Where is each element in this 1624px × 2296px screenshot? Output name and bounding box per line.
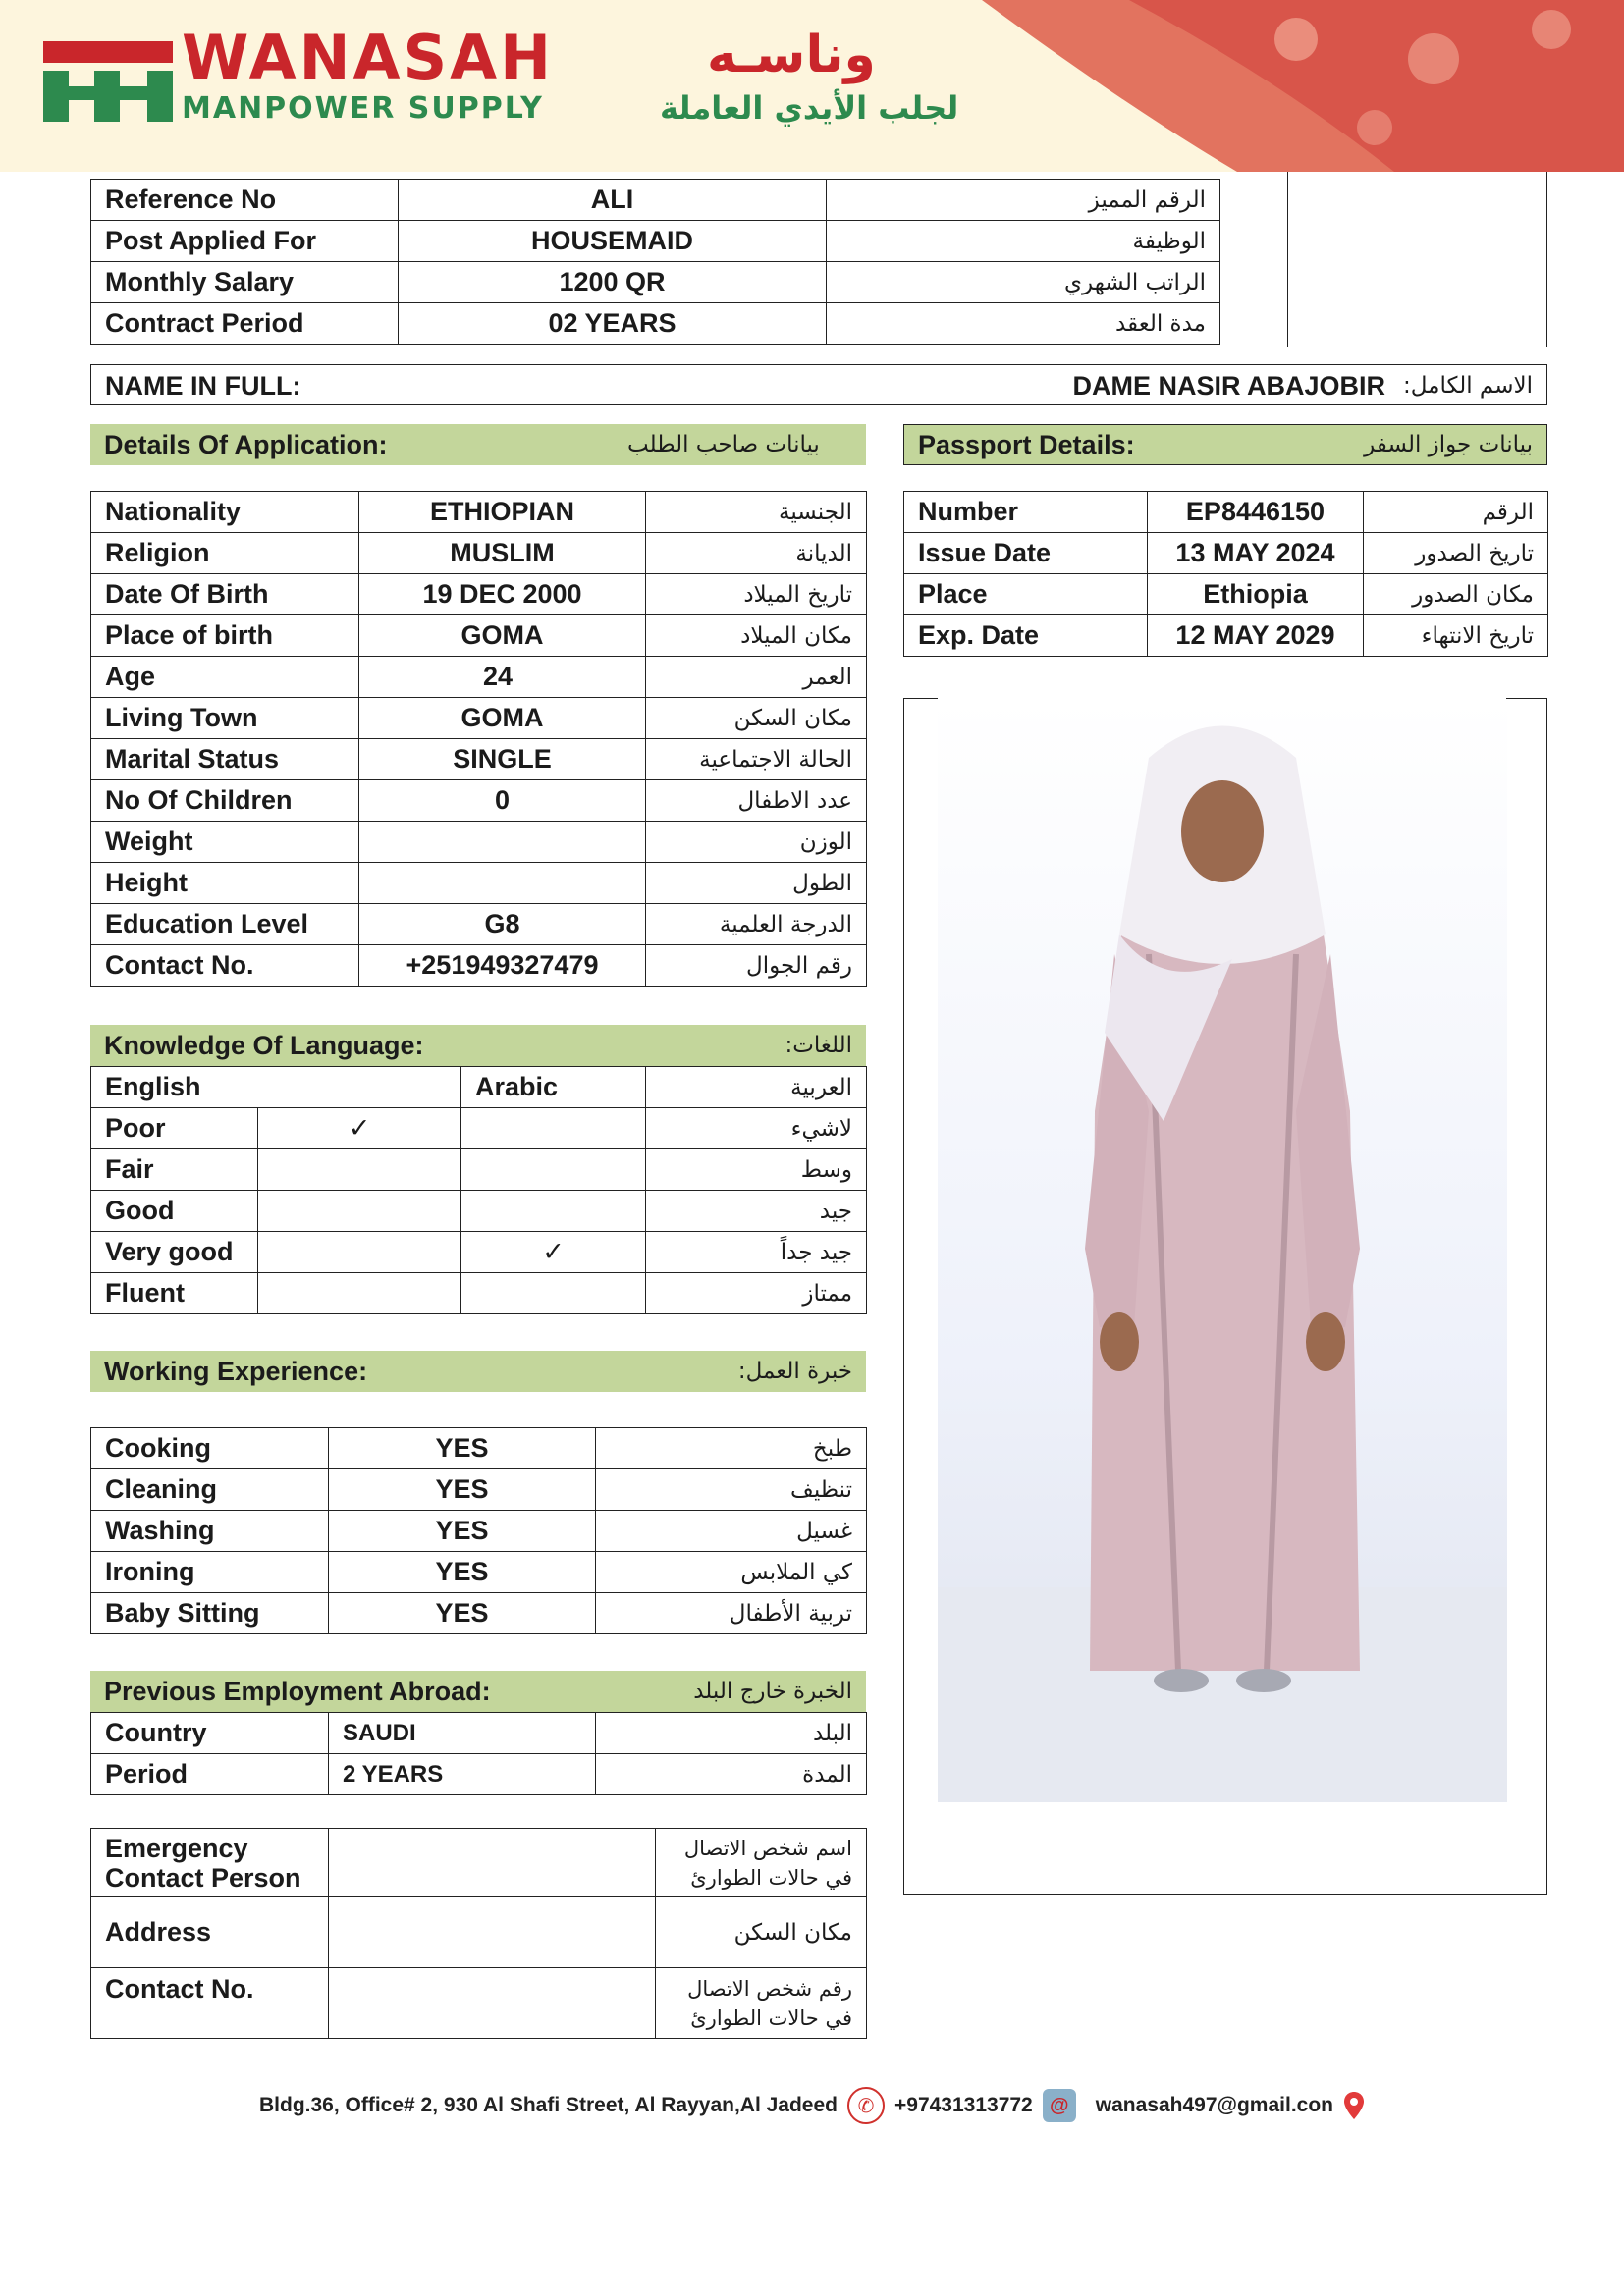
emergency-person-label: Emergency Contact Person: [91, 1829, 329, 1897]
application-title: Details Of Application:: [104, 429, 388, 459]
marital-status-label-arabic: الحالة الاجتماعية: [646, 739, 867, 780]
level-good-arabic: جيد: [646, 1191, 867, 1232]
education-value: G8: [359, 904, 646, 945]
birthplace-label-arabic: مكان الميلاد: [646, 615, 867, 657]
abroad-country-value: SAUDI: [329, 1713, 596, 1754]
babysitting-label-arabic: تربية الأطفال: [596, 1593, 867, 1634]
nationality-label: Nationality: [91, 492, 359, 533]
arabic-fair-check: [461, 1149, 646, 1191]
table-row: [91, 904, 867, 945]
living-town-value: GOMA: [359, 698, 646, 739]
cleaning-label: Cleaning: [91, 1469, 329, 1511]
abroad-period-label: Period: [91, 1754, 329, 1795]
cooking-label-arabic: طبخ: [596, 1428, 867, 1469]
babysitting-value: YES: [329, 1593, 596, 1634]
application-table: [90, 491, 867, 987]
arabic-poor-check: [461, 1108, 646, 1149]
emergency-contact-label: Contact No.: [91, 1968, 329, 2039]
table-row: [91, 1754, 867, 1795]
emergency-table: [90, 1828, 867, 2039]
ironing-value: YES: [329, 1552, 596, 1593]
cooking-label: Cooking: [91, 1428, 329, 1469]
experience-table: [90, 1427, 867, 1634]
table-row: [904, 492, 1548, 533]
footer-phone[interactable]: +97431313772: [894, 2094, 1033, 2116]
marital-status-value: SINGLE: [359, 739, 646, 780]
abroad-period-value: 2 YEARS: [329, 1754, 596, 1795]
age-label: Age: [91, 657, 359, 698]
religion-label: Religion: [91, 533, 359, 574]
table-row: [91, 180, 1220, 221]
exp-date-label-arabic: تاريخ الانتهاء: [1364, 615, 1548, 657]
washing-label: Washing: [91, 1511, 329, 1552]
ironing-label-arabic: كي الملابس: [596, 1552, 867, 1593]
living-town-label-arabic: مكان السكن: [646, 698, 867, 739]
full-name-label: NAME IN FULL:: [105, 371, 301, 400]
table-row: [91, 533, 867, 574]
language-section-header: [90, 1025, 866, 1066]
education-label-arabic: الدرجة العلمية: [646, 904, 867, 945]
table-row: [91, 1067, 867, 1108]
children-label: No Of Children: [91, 780, 359, 822]
table-row: [91, 492, 867, 533]
arabic-header-arabic: العربية: [646, 1067, 867, 1108]
reference-value: ALI: [399, 180, 827, 221]
marital-status-label: Marital Status: [91, 739, 359, 780]
table-row: [91, 1968, 867, 2039]
table-row: [91, 615, 867, 657]
table-row: [91, 1511, 867, 1552]
age-value: 24: [359, 657, 646, 698]
table-row: [91, 1552, 867, 1593]
brand-subtitle: MANPOWER SUPPLY: [182, 91, 544, 126]
religion-label-arabic: الديانة: [646, 533, 867, 574]
experience-title: Working Experience:: [104, 1356, 368, 1386]
weight-label-arabic: الوزن: [646, 822, 867, 863]
table-row: [91, 945, 867, 987]
passport-title: Passport Details:: [918, 429, 1135, 459]
exp-date-value: 12 MAY 2029: [1148, 615, 1364, 657]
table-row: [91, 863, 867, 904]
abroad-title: Previous Employment Abroad:: [104, 1676, 491, 1706]
emergency-person-value: [329, 1829, 656, 1897]
level-fluent-label: Fluent: [91, 1273, 258, 1314]
nationality-label-arabic: الجنسية: [646, 492, 867, 533]
issue-place-label-arabic: مكان الصدور: [1364, 574, 1548, 615]
dob-label-arabic: تاريخ الميلاد: [646, 574, 867, 615]
table-row: [91, 822, 867, 863]
children-label-arabic: عدد الاطفال: [646, 780, 867, 822]
issue-date-label: Issue Date: [904, 533, 1148, 574]
contact-label: Contact No.: [91, 945, 359, 987]
table-row: [91, 1428, 867, 1469]
abroad-country-label-arabic: البلد: [596, 1713, 867, 1754]
contract-label-arabic: مدة العقد: [827, 303, 1220, 345]
emergency-person-label-arabic: اسم شخص الاتصال في حالات الطوارئ: [656, 1829, 867, 1897]
candidate-photo: [938, 699, 1507, 1802]
issue-place-value: Ethiopia: [1148, 574, 1364, 615]
nationality-value: ETHIOPIAN: [359, 492, 646, 533]
level-fair-arabic: وسط: [646, 1149, 867, 1191]
english-verygood-check: [258, 1232, 461, 1273]
emergency-contact-value: [329, 1968, 656, 2039]
footer: [0, 2081, 1624, 2130]
level-verygood-arabic: جيد جداً: [646, 1232, 867, 1273]
english-fair-check: [258, 1149, 461, 1191]
abroad-period-label-arabic: المدة: [596, 1754, 867, 1795]
reference-label: Reference No: [91, 180, 399, 221]
cooking-value: YES: [329, 1428, 596, 1469]
brand-name-arabic: وناسـه: [707, 26, 876, 84]
level-poor-arabic: لاشيء: [646, 1108, 867, 1149]
abroad-title-arabic: الخبرة خارج البلد: [693, 1679, 852, 1704]
dob-value: 19 DEC 2000: [359, 574, 646, 615]
table-row: [91, 1593, 867, 1634]
table-row: [91, 1232, 867, 1273]
location-pin-icon: [1343, 2091, 1365, 2120]
table-row: [91, 1108, 867, 1149]
height-value: [359, 863, 646, 904]
table-row: [91, 780, 867, 822]
level-good-label: Good: [91, 1191, 258, 1232]
weight-label: Weight: [91, 822, 359, 863]
footer-email[interactable]: wanasah497@gmail.con: [1095, 2094, 1333, 2116]
top-photo-box: [1287, 172, 1547, 347]
table-row: [91, 1273, 867, 1314]
cleaning-value: YES: [329, 1469, 596, 1511]
table-row: [91, 1149, 867, 1191]
passport-number-label: Number: [904, 492, 1148, 533]
phone-icon: ✆: [847, 2087, 885, 2124]
weight-value: [359, 822, 646, 863]
full-name-value: DAME NASIR ABAJOBIR: [1072, 371, 1385, 400]
level-verygood-label: Very good: [91, 1232, 258, 1273]
emergency-address-value: [329, 1897, 656, 1968]
experience-title-arabic: خبرة العمل:: [737, 1359, 852, 1384]
level-fluent-arabic: ممتاز: [646, 1273, 867, 1314]
table-row: [91, 1829, 867, 1897]
contact-value: +251949327479: [359, 945, 646, 987]
post-value: HOUSEMAID: [399, 221, 827, 262]
salary-label: Monthly Salary: [91, 262, 399, 303]
language-table: [90, 1066, 867, 1314]
passport-section-header: [903, 424, 1547, 465]
living-town-label: Living Town: [91, 698, 359, 739]
application-section-header: [90, 424, 866, 465]
language-title-arabic: اللغات:: [785, 1033, 852, 1058]
language-title: Knowledge Of Language:: [104, 1030, 424, 1060]
washing-value: YES: [329, 1511, 596, 1552]
babysitting-label: Baby Sitting: [91, 1593, 329, 1634]
table-row: [91, 303, 1220, 345]
abroad-table: [90, 1712, 867, 1795]
salary-value: 1200 QR: [399, 262, 827, 303]
table-row: [91, 1191, 867, 1232]
height-label: Height: [91, 863, 359, 904]
brand-subtitle-arabic: لجلب الأيدي العاملة: [660, 89, 959, 127]
logo-icon: [39, 37, 177, 126]
washing-label-arabic: غسيل: [596, 1511, 867, 1552]
table-row: [91, 574, 867, 615]
table-row: [904, 574, 1548, 615]
birthplace-value: GOMA: [359, 615, 646, 657]
english-header: English: [91, 1067, 461, 1108]
salary-label-arabic: الراتب الشهري: [827, 262, 1220, 303]
english-good-check: [258, 1191, 461, 1232]
emergency-address-label-arabic: مكان السكن: [656, 1897, 867, 1968]
table-row: [91, 739, 867, 780]
issue-date-label-arabic: تاريخ الصدور: [1364, 533, 1548, 574]
footer-address: Bldg.36, Office# 2, 930 Al Shafi Street, Al Rayyan,Al Jadeed: [259, 2094, 838, 2116]
english-fluent-check: [258, 1273, 461, 1314]
table-row: [904, 533, 1548, 574]
age-label-arabic: العمر: [646, 657, 867, 698]
dob-label: Date Of Birth: [91, 574, 359, 615]
table-row: [91, 1713, 867, 1754]
brand-name: WANASAH: [182, 22, 554, 93]
passport-table: [903, 491, 1548, 657]
reference-label-arabic: الرقم المميز: [827, 180, 1220, 221]
post-label: Post Applied For: [91, 221, 399, 262]
experience-section-header: [90, 1351, 866, 1392]
contract-value: 02 YEARS: [399, 303, 827, 345]
arabic-header: Arabic: [461, 1067, 646, 1108]
children-value: 0: [359, 780, 646, 822]
table-row: [904, 615, 1548, 657]
education-label: Education Level: [91, 904, 359, 945]
abroad-section-header: [90, 1671, 866, 1712]
emergency-contact-label-arabic: رقم شخص الاتصال في حالات الطوارئ: [656, 1968, 867, 2039]
post-label-arabic: الوظيفة: [827, 221, 1220, 262]
full-name-bar: [90, 364, 1547, 405]
full-name-label-arabic: الاسم الكامل:: [1403, 373, 1533, 399]
birthplace-label: Place of birth: [91, 615, 359, 657]
top-info-table: [90, 179, 1220, 345]
height-label-arabic: الطول: [646, 863, 867, 904]
emergency-address-label: Address: [91, 1897, 329, 1968]
table-row: [91, 657, 867, 698]
passport-number-label-arabic: الرقم: [1364, 492, 1548, 533]
ironing-label: Ironing: [91, 1552, 329, 1593]
table-row: [91, 262, 1220, 303]
issue-place-label: Place: [904, 574, 1148, 615]
arabic-verygood-check: ✓: [461, 1232, 646, 1273]
abroad-country-label: Country: [91, 1713, 329, 1754]
application-title-arabic: بيانات صاحب الطلب: [627, 432, 820, 457]
header-banner: [0, 0, 1624, 172]
contract-label: Contract Period: [91, 303, 399, 345]
exp-date-label: Exp. Date: [904, 615, 1148, 657]
table-row: [91, 221, 1220, 262]
religion-value: MUSLIM: [359, 533, 646, 574]
arabic-fluent-check: [461, 1273, 646, 1314]
issue-date-value: 13 MAY 2024: [1148, 533, 1364, 574]
table-row: [91, 1897, 867, 1968]
email-icon: @: [1043, 2089, 1076, 2122]
passport-title-arabic: بيانات جواز السفر: [1364, 432, 1533, 457]
arabic-good-check: [461, 1191, 646, 1232]
cleaning-label-arabic: تنظيف: [596, 1469, 867, 1511]
level-poor-label: Poor: [91, 1108, 258, 1149]
passport-number-value: EP8446150: [1148, 492, 1364, 533]
table-row: [91, 698, 867, 739]
english-poor-check: ✓: [258, 1108, 461, 1149]
table-row: [91, 1469, 867, 1511]
contact-label-arabic: رقم الجوال: [646, 945, 867, 987]
level-fair-label: Fair: [91, 1149, 258, 1191]
